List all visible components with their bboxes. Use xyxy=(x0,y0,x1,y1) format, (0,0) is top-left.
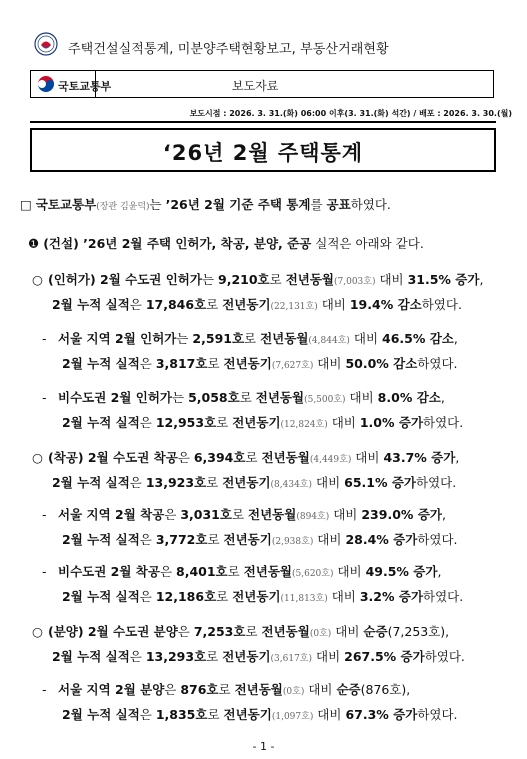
stat-t2: 로 xyxy=(245,624,262,639)
stat-ref: (4,449호) xyxy=(309,455,352,465)
list-item-line xyxy=(48,624,449,642)
stat-t2: 로 xyxy=(231,507,249,522)
stat-end: 하였다. xyxy=(421,297,462,312)
stat-val: 12,186호 xyxy=(155,589,217,604)
stat-val: 5,058호 xyxy=(188,390,240,405)
stat-cmp: 전년동월 xyxy=(248,507,297,522)
stat-val: 876호 xyxy=(180,682,219,697)
stat-pct: 49.5% 증가 xyxy=(365,564,438,579)
stat-t3: 대비 xyxy=(312,475,345,490)
stat-t3: 대비 xyxy=(331,624,364,639)
section-label: (건설) ’26년 2월 주택 인허가, 착공, 분양, 준공 xyxy=(43,236,312,251)
item-bullet: - xyxy=(42,682,47,697)
stat-val: 7,253호 xyxy=(193,624,246,639)
item-bullet: ○ xyxy=(32,450,43,465)
stat-pre: 서울 지역 2월 분양 xyxy=(58,682,165,697)
stat-cmp: 전년동기 xyxy=(232,415,281,430)
stat-pct: 순증 xyxy=(336,682,361,697)
stat-cmp: 전년동월 xyxy=(261,450,310,465)
list-item-line xyxy=(62,356,458,374)
stat-ref: (0호) xyxy=(309,629,332,639)
stat-cmp: 전년동기 xyxy=(222,475,271,490)
stat-pre: 2월 누적 실적 xyxy=(62,356,140,371)
stat-mid: 은 xyxy=(177,624,194,639)
intro-text: 를 xyxy=(310,197,327,212)
stat-pct: 31.5% 증가 xyxy=(407,272,480,287)
stat-t2: 로 xyxy=(206,649,223,664)
stat-mid: 은 xyxy=(129,649,146,664)
stat-mid: 은 xyxy=(139,356,156,371)
square-bullet: □ xyxy=(20,197,32,212)
stat-val: 1,835호 xyxy=(155,707,208,722)
stat-end: 하였다. xyxy=(417,707,458,722)
stat-end: 하였다. xyxy=(423,415,464,430)
stat-t3: 대비 xyxy=(333,564,366,579)
press-release-label: 보도자료 xyxy=(232,79,279,93)
stat-pre: (인허가) 2월 수도권 인허가 xyxy=(48,272,202,287)
stat-end: , xyxy=(437,564,442,579)
stat-mid: 은 xyxy=(177,450,194,465)
stat-mid: 은 xyxy=(139,415,156,430)
stat-end: (876호), xyxy=(360,682,411,697)
stat-ref: (5,620호) xyxy=(292,569,334,579)
stat-cmp: 전년동기 xyxy=(222,297,271,312)
intro-paragraph xyxy=(20,197,391,215)
stat-t2: 로 xyxy=(207,356,224,371)
stat-pct: 8.0% 감소 xyxy=(377,390,441,405)
stat-mid: 은 xyxy=(129,297,146,312)
stat-val: 13,923호 xyxy=(145,475,207,490)
stat-pct: 43.7% 증가 xyxy=(383,450,456,465)
stat-t3: 대비 xyxy=(312,649,345,664)
stat-t2: 로 xyxy=(227,564,244,579)
stat-cmp: 전년동월 xyxy=(260,331,309,346)
intro-text: 하였다. xyxy=(350,197,391,212)
item-bullet: - xyxy=(42,564,47,579)
stat-t2: 로 xyxy=(218,682,235,697)
list-item-line xyxy=(62,707,458,725)
list-item-line xyxy=(52,297,462,315)
stat-pct: 46.5% 감소 xyxy=(382,331,454,346)
stat-mid: 은 xyxy=(139,532,156,547)
stat-t3: 대비 xyxy=(349,331,383,346)
stat-cmp: 전년동월 xyxy=(285,272,334,287)
page-title: ‘26년 2월 주택통계 xyxy=(162,141,364,165)
list-item-line xyxy=(58,331,458,349)
stat-pre: (분양) 2월 수도권 분양 xyxy=(48,624,178,639)
stat-pre: 2월 누적 실적 xyxy=(62,707,140,722)
item-bullet: ○ xyxy=(32,272,43,287)
stat-t2: 로 xyxy=(207,707,224,722)
stat-end: , xyxy=(440,390,445,405)
stat-mid: 은 xyxy=(139,707,156,722)
stat-pct: 순증 xyxy=(363,624,388,639)
stat-val: 13,293호 xyxy=(145,649,207,664)
release-divider xyxy=(30,121,496,123)
stat-pre: 서울 지역 2월 착공 xyxy=(58,507,165,522)
item-bullet: - xyxy=(42,507,47,522)
stat-t3: 대비 xyxy=(329,507,362,522)
stat-val: 3,772호 xyxy=(155,532,208,547)
stat-pre: 비수도권 2월 착공 xyxy=(58,564,160,579)
stat-cmp: 전년동기 xyxy=(223,356,272,371)
stat-pct: 67.3% 증가 xyxy=(345,707,418,722)
list-item-line xyxy=(48,272,483,290)
stat-cmp: 전년동기 xyxy=(223,707,272,722)
stat-t2: 로 xyxy=(207,532,224,547)
list-item-line xyxy=(62,415,463,433)
stat-mid: 은 xyxy=(129,475,146,490)
stat-t3: 대비 xyxy=(317,297,350,312)
list-item-line xyxy=(58,390,445,408)
stat-t3: 대비 xyxy=(375,272,408,287)
stat-t3: 대비 xyxy=(304,682,337,697)
page-number: - 1 - xyxy=(252,740,275,753)
intro-org: 국토교통부 xyxy=(35,197,97,212)
item-bullet: ○ xyxy=(32,624,43,639)
item-bullet: - xyxy=(42,390,47,405)
list-item-line xyxy=(62,532,458,550)
stat-mid: 은 xyxy=(164,682,181,697)
stat-val: 12,953호 xyxy=(155,415,217,430)
stat-cmp: 전년동기 xyxy=(232,589,281,604)
stat-ref: (3,617호) xyxy=(270,654,313,664)
release-schedule: 보도시점 : 2026. 3. 31.(화) 06:00 이후(3. 31.(화) 석간) / 배포 : 2026. 3. 30.(월) xyxy=(189,109,512,118)
stat-val: 8,401호 xyxy=(176,564,228,579)
list-item-line xyxy=(52,475,456,493)
stat-t2: 로 xyxy=(216,589,233,604)
stat-t2: 로 xyxy=(206,475,223,490)
stat-val: 17,846호 xyxy=(145,297,207,312)
stat-val: 3,031호 xyxy=(180,507,232,522)
stat-mid: 는 xyxy=(176,331,193,346)
stat-cmp: 전년동기 xyxy=(222,649,271,664)
list-item-line xyxy=(58,682,410,700)
list-item-line xyxy=(52,649,465,667)
stat-cmp: 전년동월 xyxy=(234,682,283,697)
stat-mid: 은 xyxy=(139,589,156,604)
stat-ref: (894호) xyxy=(296,512,330,522)
stat-pct: 28.4% 증가 xyxy=(345,532,418,547)
stat-pre: 2월 누적 실적 xyxy=(62,589,140,604)
stat-t3: 대비 xyxy=(313,356,346,371)
stat-ref: (12,824호) xyxy=(280,420,328,430)
stat-val: 2,591호 xyxy=(192,331,245,346)
stat-pre: 2월 누적 실적 xyxy=(52,297,130,312)
stat-end: 하였다. xyxy=(424,649,465,664)
stat-val: 6,394호 xyxy=(193,450,246,465)
stat-cmp: 전년동월 xyxy=(243,564,292,579)
section-heading xyxy=(28,236,424,252)
section-number: ❶ xyxy=(28,236,40,251)
stat-t2: 로 xyxy=(206,297,223,312)
stat-val: 9,210호 xyxy=(218,272,270,287)
stat-t2: 로 xyxy=(244,331,261,346)
list-item-line xyxy=(62,589,463,607)
stat-pct: 19.4% 감소 xyxy=(349,297,422,312)
stat-pct: 3.2% 증가 xyxy=(359,589,424,604)
stat-ref: (2,938호) xyxy=(271,537,314,547)
stat-mid: 는 xyxy=(201,272,218,287)
stat-t3: 대비 xyxy=(327,415,360,430)
stat-ref: (7,627호) xyxy=(271,361,314,371)
stat-pre: 비수도권 2월 인허가 xyxy=(58,390,173,405)
stat-t2: 로 xyxy=(216,415,233,430)
stat-end: , xyxy=(479,272,484,287)
stat-pct: 50.0% 감소 xyxy=(345,356,418,371)
stat-cmp: 전년동기 xyxy=(223,532,272,547)
list-item-line xyxy=(58,564,441,582)
stat-end: 하였다. xyxy=(417,532,458,547)
stat-pre: 2월 누적 실적 xyxy=(62,415,140,430)
stat-mid: 은 xyxy=(159,564,176,579)
stat-t3: 대비 xyxy=(351,450,384,465)
stat-end: (7,253호), xyxy=(387,624,450,639)
stat-ref: (0호) xyxy=(282,687,305,697)
stat-cmp: 전년동월 xyxy=(261,624,310,639)
stat-t2: 로 xyxy=(239,390,256,405)
intro-bold-text: ’26년 2월 기준 주택 통계 xyxy=(165,197,311,212)
stat-t3: 대비 xyxy=(313,707,346,722)
stat-pct: 65.1% 증가 xyxy=(344,475,416,490)
stat-t3: 대비 xyxy=(345,390,378,405)
stat-end: , xyxy=(453,331,458,346)
stat-pre: 2월 누적 실적 xyxy=(52,649,130,664)
item-bullet: - xyxy=(42,331,47,346)
stat-ref: (1,097호) xyxy=(271,712,314,722)
stat-end: , xyxy=(441,507,446,522)
stat-end: 하였다. xyxy=(417,356,458,371)
ministry-name: 국토교통부 xyxy=(58,80,112,93)
stat-t3: 대비 xyxy=(327,589,360,604)
stat-end: 하였다. xyxy=(423,589,464,604)
intro-bold-text: 공표 xyxy=(326,197,351,212)
stat-mid: 는 xyxy=(172,390,189,405)
stat-ref: (4,844호) xyxy=(308,336,350,346)
government-seal-icon xyxy=(34,32,58,56)
stat-ref: (8,434호) xyxy=(270,480,313,490)
stat-cmp: 전년동월 xyxy=(255,390,305,405)
stat-pct: 239.0% 증가 xyxy=(361,507,442,522)
stat-pre: 2월 누적 실적 xyxy=(52,475,130,490)
taegeuk-logo-icon xyxy=(37,76,55,92)
stat-pre: 2월 누적 실적 xyxy=(62,532,140,547)
stat-pre: 서울 지역 2월 인허가 xyxy=(58,331,177,346)
section-rest: 실적은 아래와 같다. xyxy=(311,236,424,251)
stat-ref: (11,813호) xyxy=(280,594,328,604)
intro-text: 는 xyxy=(149,197,166,212)
stat-pct: 267.5% 증가 xyxy=(344,649,425,664)
stat-pre: (착공) 2월 수도권 착공 xyxy=(48,450,178,465)
stat-t2: 로 xyxy=(269,272,286,287)
stat-t2: 로 xyxy=(245,450,262,465)
intro-minister: (장관 김윤덕) xyxy=(96,202,150,212)
stat-ref: (5,500호) xyxy=(304,395,346,405)
stat-mid: 은 xyxy=(164,507,181,522)
stat-pct: 1.0% 증가 xyxy=(359,415,424,430)
stat-val: 3,817호 xyxy=(155,356,208,371)
stat-end: 하였다. xyxy=(416,475,457,490)
list-item-line xyxy=(58,507,446,525)
list-item-line xyxy=(48,450,459,468)
report-series-title: 주택건설실적통계, 미분양주택현황보고, 부동산거래현황 xyxy=(68,42,389,57)
stat-end: , xyxy=(455,450,460,465)
stat-ref: (7,003호) xyxy=(334,277,376,287)
stat-ref: (22,131호) xyxy=(270,302,318,312)
stat-t3: 대비 xyxy=(313,532,346,547)
